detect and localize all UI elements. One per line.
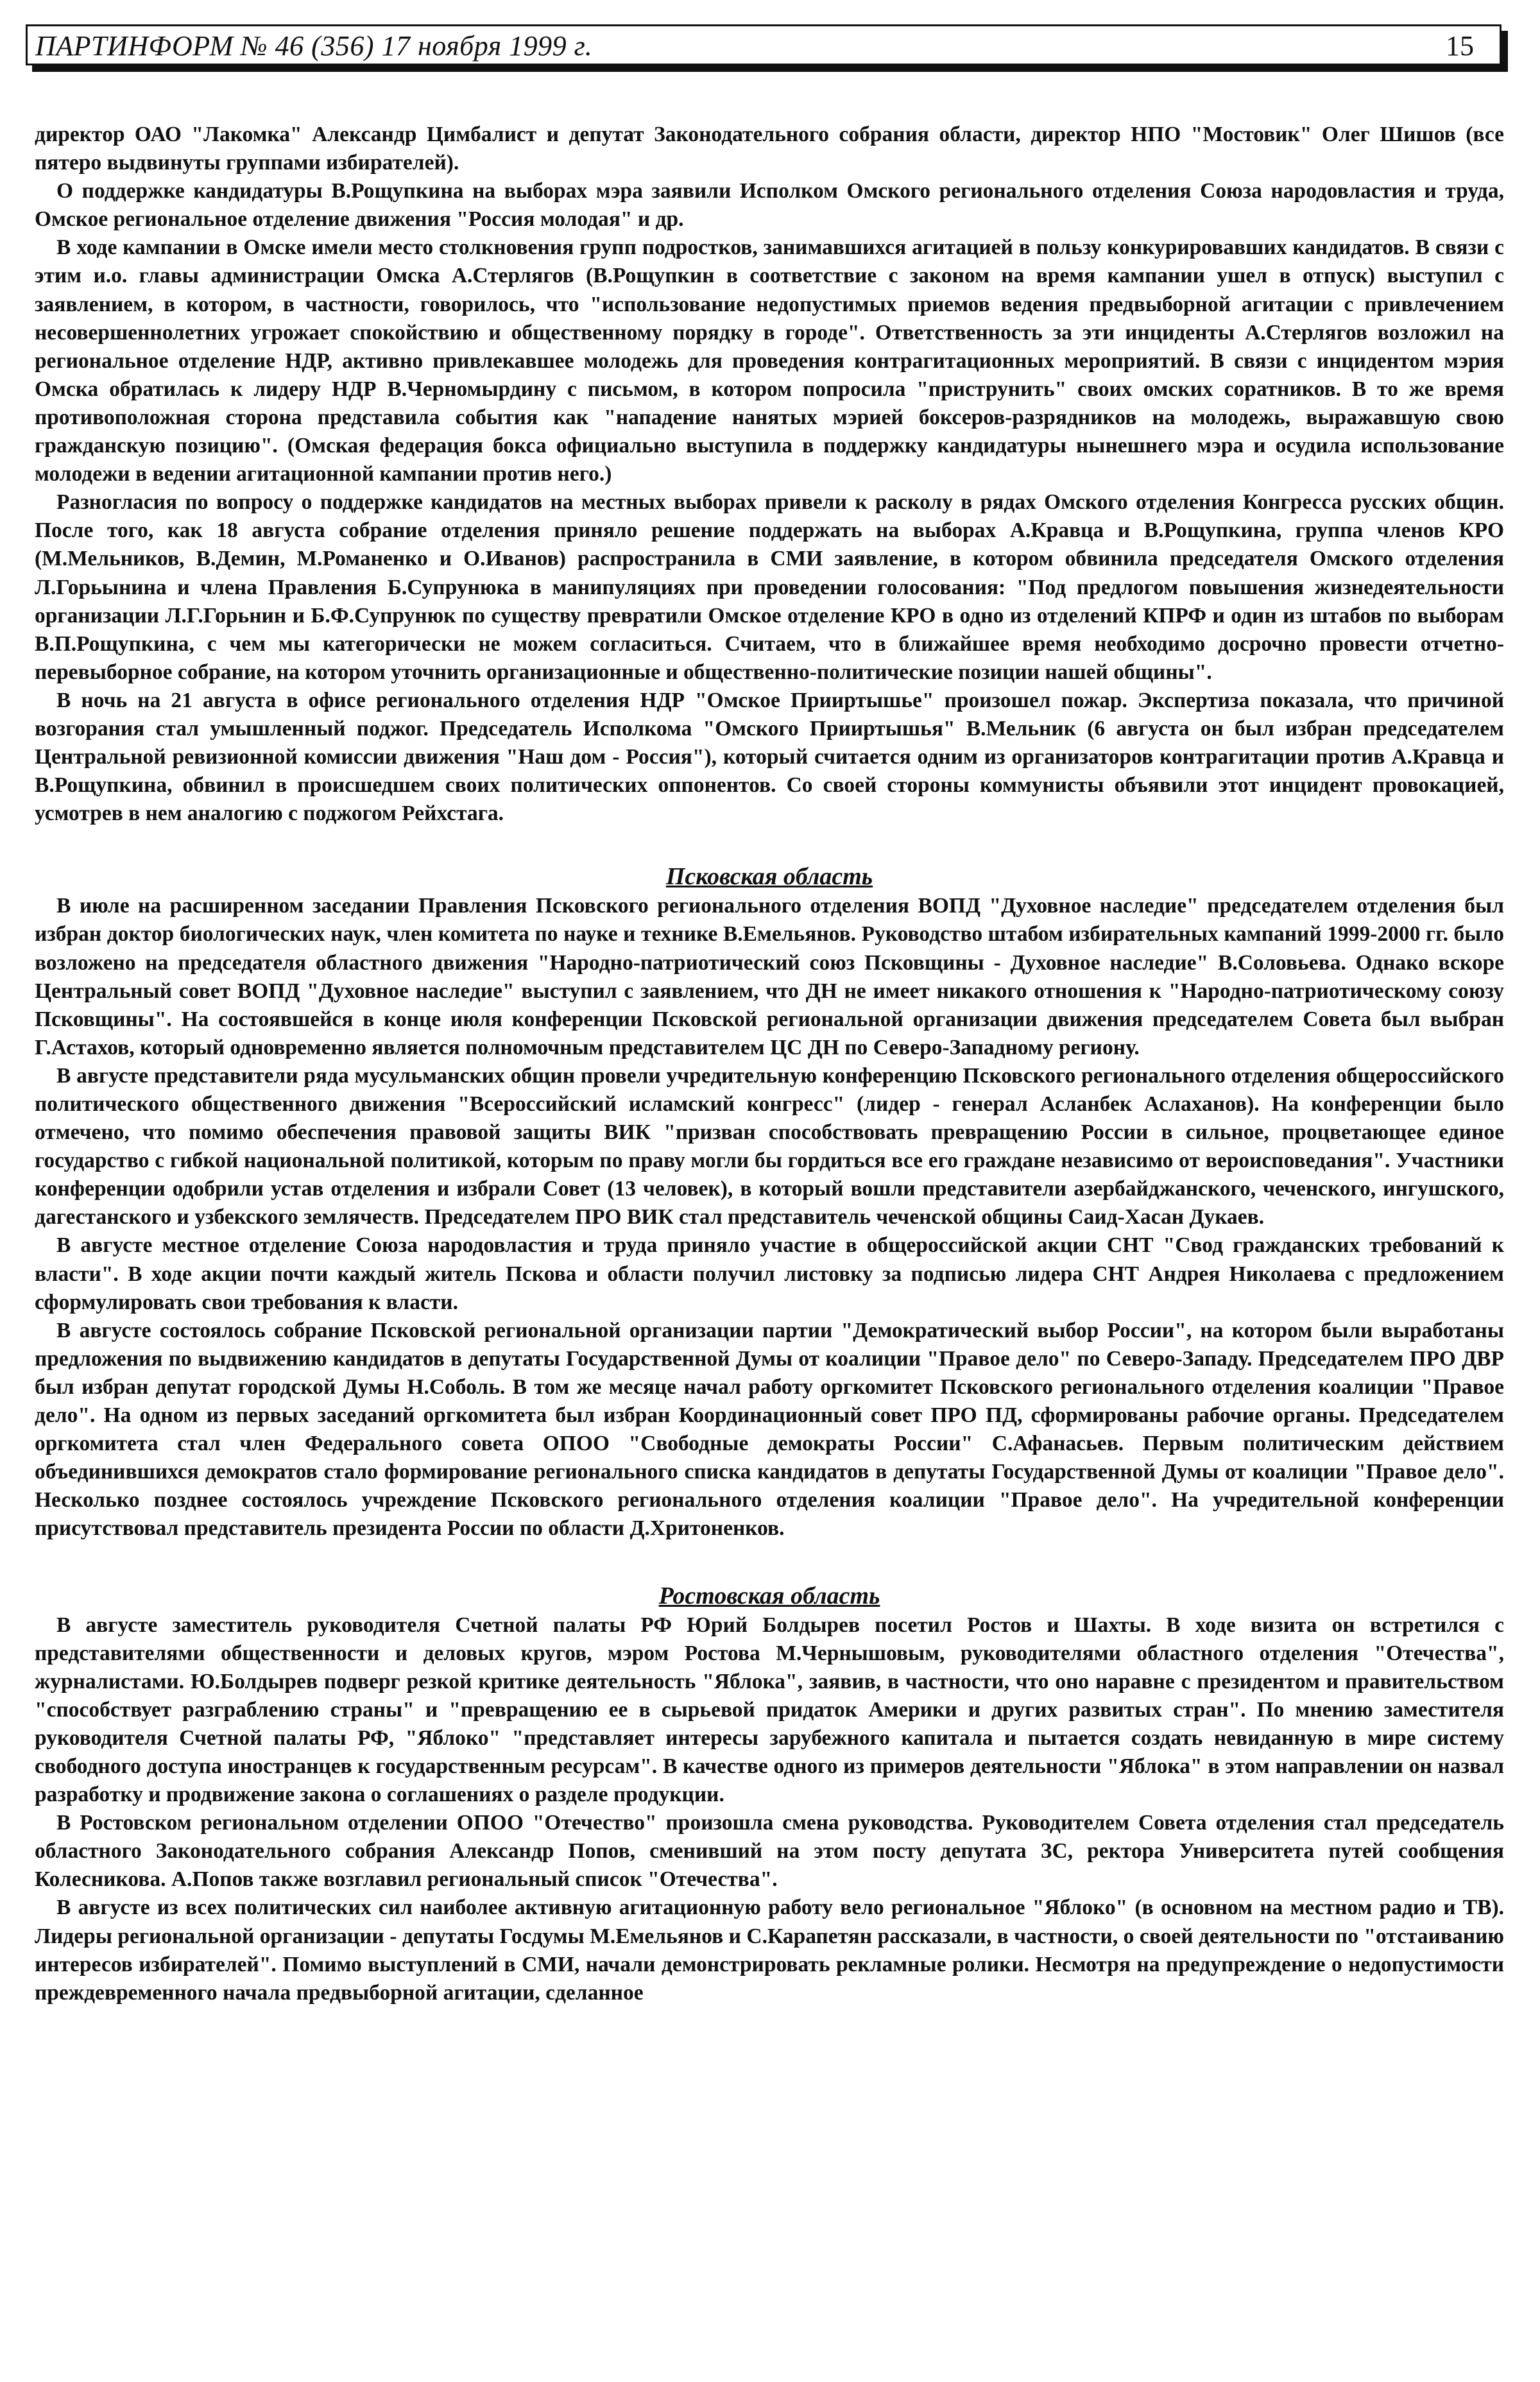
paragraph: В августе представители ряда мусульманских общин провели учредительную конференцию Псковского регионального отделения общероссийского политического общественного движения "Всероссийский исламский конгресс" (лидер - генерал Асланбек Аслаханов). На конференции было отмечено, что помимо обеспечения правовой защиты ВИК "призван способствовать превращению России в сильное, процветающее единое государство с гибкой национальной политикой, которым по праву могли бы гордиться все его граждане независимо от вероисповедания". Участники конференции одобрили устав отделения и избрали Совет (13 человек), в который вошли представители азербайджанского, чеченского, ингушского, дагестанского и узбекского землячеств. Председателем ПРО ВИК стал представитель чеченской общины Саид-Хасан Дукаев.: [35, 1063, 1504, 1230]
paragraph: В августе заместитель руководителя Счетной палаты РФ Юрий Болдырев посетил Ростов и Шахты. В ходе визита он встретился с представителями общественности и деловых кругов, мэром Ростова М.Чернышовым, руководителями областного отделения "Отечества", журналистами. Ю.Болдырев подверг резкой критике деятельность "Яблока", заявив, в частности, что оно наравне с президентом и правительством "способствует разграблению страны" и "превращению ее в сырьевой придаток Америки и других развитых стран". По мнению заместителя руководителя Счетной палаты РФ, "Яблоко" "представляет интересы зарубежного капитала и пытается создать невиданную в мире систему свободного доступа иностранцев к государственным ресурсам". В качестве одного из примеров деятельности "Яблока" в этом направлении он назвал разработку и продвижение закона о соглашениях о разделе продукции.: [35, 1613, 1504, 1807]
page-header: [26, 24, 1502, 65]
paragraph: директор ОАО "Лакомка" Александр Цимбалист и депутат Законодательного собрания области, директор НПО "Мостовик" Олег Шишов (все пятеро выдвинуты группами избирателей).: [35, 123, 1504, 175]
paragraph: В июле на расширенном заседании Правления Псковского регионального отделения ВОПД "Духовное наследие" председателем отделения был избран доктор биологических наук, член комитета по науке и технике В.Емельянов. Руководство штабом избирательных кампаний 1999-2000 гг. было возложено на председателя областного движения "Народно-патриотический союз Псковщины - Духовное наследие" В.Соловьева. Однако вскоре Центральный совет ВОПД "Духовное наследие" выступил с заявлением, что ДН не имеет никакого отношения к "Народно-патриотическому союзу Псковщины". На состоявшейся в конце июля конференции Псковской региональной организации движения председателем Совета был выбран Г.Астахов, который одновременно является полномочным представителем ЦС ДН по Северо-Западному региону.: [35, 894, 1504, 1059]
paragraph: В августе из всех политических сил наиболее активную агитационную работу вело региональное "Яблоко" (в основном на местном радио и ТВ). Лидеры региональной организации - депутаты Госдумы М.Емельянов и С.Карапетян рассказали, в частности, о своей деятельности по "отстаиванию интересов избирателей". Помимо выступлений в СМИ, начали демонстрировать рекламные ролики. Несмотря на предупреждение о недопустимости преждевременного начала предвыборной агитации, сделанное: [35, 1896, 1504, 2005]
paragraph: О поддержке кандидатуры В.Рощупкина на выборах мэра заявили Исполком Омского регионального отделения Союза народовластия и труда, Омское региональное отделение движения "Россия молодая" и др.: [35, 179, 1504, 232]
publication-title: ПАРТИНФОРМ № 46 (356) 17 ноября 1999 г.: [35, 30, 593, 62]
paragraph: В ночь на 21 августа в офисе регионального отделения НДР "Омское Прииртышье" произошел пожар. Экспертиза показала, что причиной возгорания стал умышленный поджог. Председатель Исполкома "Омского Прииртышья" В.Мельник (6 августа он был избран председателем Центральной ревизионной комиссии движения "Наш дом - Россия"), который считается одним из организаторов контрагитации против А.Кравца и В.Рощупкина, обвинил в происшедшем своих политических оппонентов. Со своей стороны коммунисты объявили этот инцидент провокацией, усмотрев в нем аналогию с поджогом Рейхстага.: [35, 688, 1504, 826]
paragraph: В Ростовском региональном отделении ОПОО "Отечество" произошла смена руководства. Руководителем Совета отделения стал председатель областного Законодательного собрания Александр Попов, сменивший на этом посту депутата ЗС, ректора Университета путей сообщения Колесникова. А.Попов также возглавил региональный список "Отечества".: [35, 1811, 1504, 1892]
paragraph: Разногласия по вопросу о поддержке кандидатов на местных выборах привели к расколу в рядах Омского отделения Конгресса русских общин. После того, как 18 августа собрание отделения приняло решение поддержать на выборах А.Кравца и В.Рощупкина, группа членов КРО (М.Мельников, В.Демин, М.Романенко и О.Иванов) распространила в СМИ заявление, в котором обвинила председателя Омского отделения Л.Горьынина и члена Правления Б.Супрунюка в манипуляциях при проведении голосования: "Под предлогом повышения жизнедеятельности организации Л.Г.Горьнин и Б.Ф.Супрунюк по существу превратили Омское отделение КРО в одно из отделений КПРФ и один из штабов по выборам В.П.Рощупкина, с чем мы категорически не можем согласиться. Считаем, что в ближайшее время необходимо досрочно провести отчетно-перевыборное собрание, на котором уточнить организационные и общественно-политические позиции нашей общины".: [35, 490, 1504, 684]
section-heading-pskov: Псковская область: [665, 863, 873, 891]
paragraph: В августе местное отделение Союза народовластия и труда приняло участие в общероссийской акции СНТ "Свод гражданских требований к власти". В ходе акции почти каждый житель Пскова и области получил листовку за подписью лидера СНТ Андрея Николаева с предложением сформулировать свои требования к власти.: [35, 1233, 1504, 1314]
article-body: [35, 121, 1504, 2007]
section-heading-rostov: Ростовская область: [658, 1582, 880, 1609]
paragraph: В ходе кампании в Омске имели место столкновения групп подростков, занимавшихся агитацией в пользу конкурировавших кандидатов. В связи с этим и.о. главы администрации Омска А.Стерлягов (В.Рощупкин в соответствие с законом на время кампании ушел в отпуск) выступил с заявлением, в котором, в частности, говорилось, что "использование недопустимых приемов ведения предвыборной агитации с привлечением несовершеннолетних угрожает спокойствию и общественному порядку в городе". Ответственность за эти инциденты А.Стерлягов возложил на региональное отделение НДР, активно привлекавшее молодежь для проведения контрагитационных мероприятий. В связи с инцидентом мэрия Омска обратилась к лидеру НДР В.Черномырдину с письмом, в котором попросила "приструнить" своих омских соратников. В то же время противоположная сторона представила события как "нападение нанятых мэрией боксеров-разрядников на молодежь, выражавшую свою гражданскую позицию". (Омская федерация бокса официально выступила в поддержку кандидатуры нынешнего мэра и осудила использование молодежи в ведении агитационной кампании против него.): [35, 236, 1504, 486]
paragraph: В августе состоялось собрание Псковской региональной организации партии "Демократический выбор России", на котором были выработаны предложения по выдвижению кандидатов в депутаты Государственной Думы от коалиции "Правое дело" по Северо-Западу. Председателем ПРО ДВР был избран депутат городской Думы Н.Соболь. В том же месяце начал работу оргкомитет Псковского регионального отделения коалиции "Правое дело". На одном из первых заседаний оргкомитета был избран Координационный совет ПРО ПД, сформированы рабочие органы. Председателем оргкомитета стал член Федерального совета ОПОО "Свободные демократы России" С.Афанасьев. Первым политическим действием объединившихся демократов стало формирование регионального списка кандидатов в депутаты Государственной Думы от коалиции "Правое дело". Несколько позднее состоялось учреждение Псковского регионального отделения коалиции "Правое дело". На учредительной конференции присутствовал представитель президента России по области Д.Хритоненков.: [35, 1318, 1504, 1541]
page-number: 15: [1446, 30, 1474, 62]
